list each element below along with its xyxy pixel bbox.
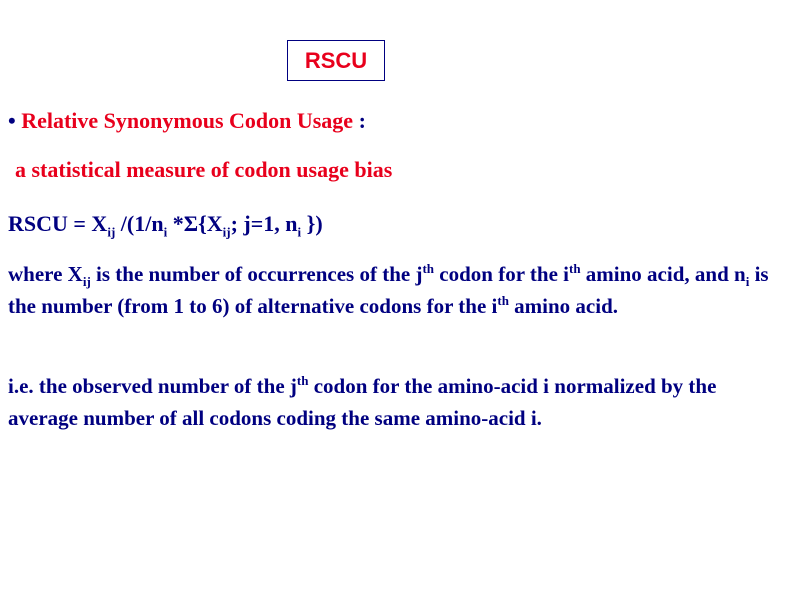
formula-text: ; j=1, n xyxy=(230,211,298,236)
formula-subscript: i xyxy=(163,224,168,240)
formula-text: }) xyxy=(301,211,323,236)
formula-subscript: ij xyxy=(222,224,231,240)
where-text: amino acid. xyxy=(508,294,619,318)
title-box xyxy=(287,40,385,81)
where-text: is the number (from 1 to 6) of alternative codons for the i xyxy=(8,262,769,318)
where-superscript: th xyxy=(422,261,435,276)
where-text: amino acid, and n xyxy=(580,262,746,286)
ie-superscript: th xyxy=(296,373,309,388)
bullet-colon: : xyxy=(358,108,366,133)
where-superscript: th xyxy=(568,261,581,276)
formula-text: *Σ{X xyxy=(167,211,223,236)
formula-text: RSCU = X xyxy=(8,211,108,236)
where-text: codon for the i xyxy=(434,262,569,286)
ie-text: codon for the amino-acid i normalized by the average number of all codons coding the same amino-acid i. xyxy=(8,374,717,430)
formula-text: /(1/n xyxy=(115,211,164,236)
bullet-line xyxy=(8,108,366,134)
ie-paragraph xyxy=(8,370,788,434)
slide-title: RSCU xyxy=(304,47,368,73)
definition-line: a statistical measure of codon usage bias xyxy=(15,157,393,182)
bullet-marker: • xyxy=(8,108,16,133)
bullet-term: Relative Synonymous Codon Usage xyxy=(21,108,354,133)
formula-subscript: ij xyxy=(107,224,116,240)
where-text: is the number of occurrences of the j xyxy=(90,262,423,286)
where-superscript: th xyxy=(497,293,509,308)
formula-subscript: i xyxy=(297,224,302,240)
where-paragraph xyxy=(8,258,788,322)
formula-line xyxy=(8,211,323,240)
where-text: where X xyxy=(8,262,83,286)
where-subscript: i xyxy=(745,274,750,290)
where-subscript: ij xyxy=(82,274,91,290)
ie-text: i.e. the observed number of the j xyxy=(8,374,297,398)
